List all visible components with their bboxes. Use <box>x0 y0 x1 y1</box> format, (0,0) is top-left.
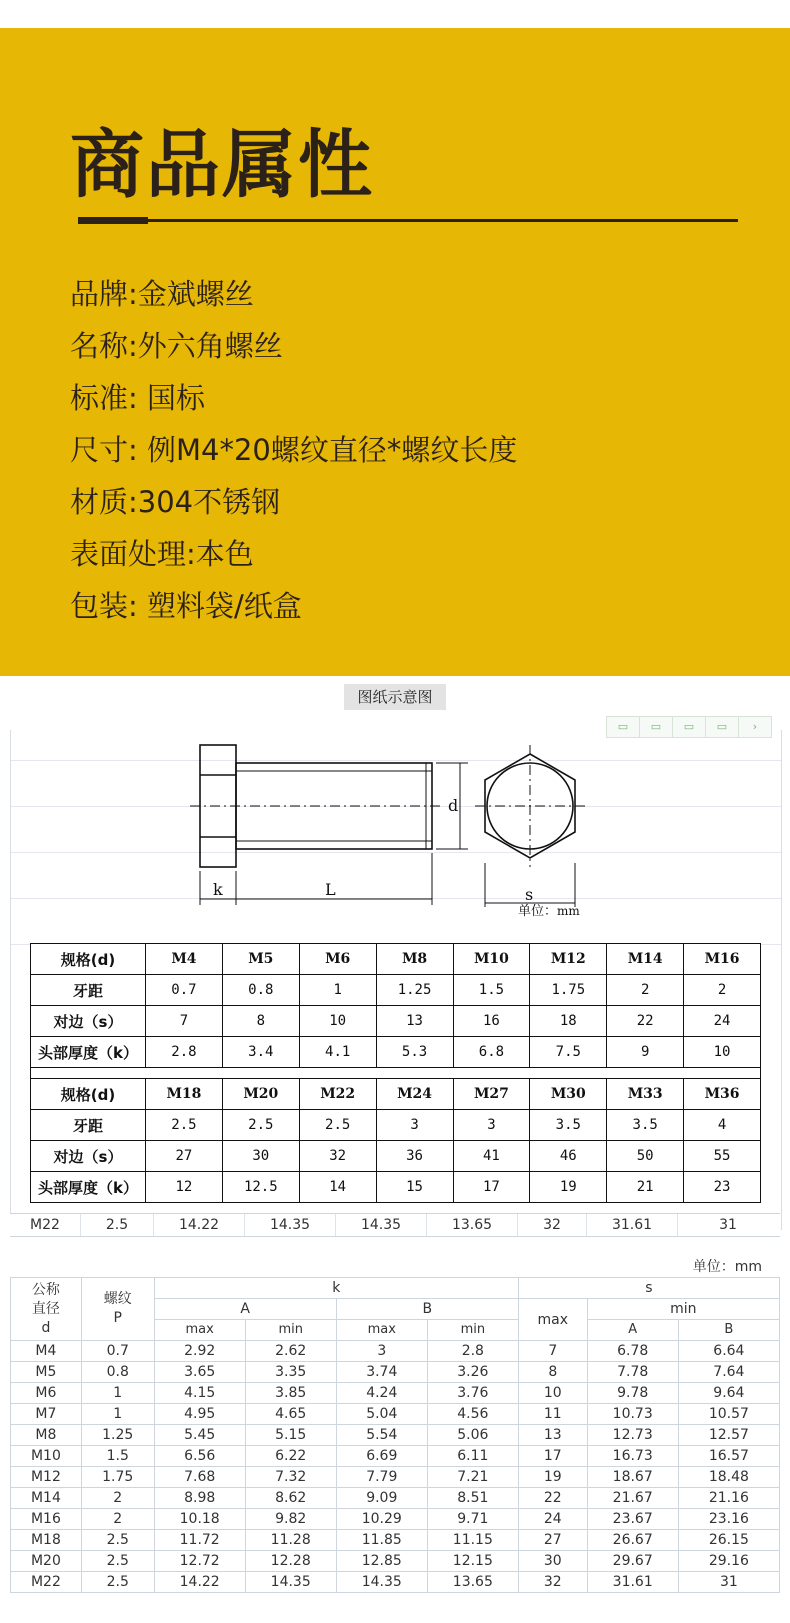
cell: M22 <box>10 1214 81 1236</box>
dim-table-body <box>11 1341 780 1593</box>
table-cell: 14.35 <box>336 1572 427 1593</box>
size-cell: M22 <box>299 1079 376 1110</box>
head-height-cell: 12.5 <box>222 1172 299 1203</box>
across-flats-cell: 32 <box>299 1141 376 1172</box>
table-cell: 2.5 <box>81 1530 154 1551</box>
table-cell: 11 <box>518 1404 587 1425</box>
toolbar-cell-icon: ▭ <box>673 717 706 737</box>
table-cell: 8.51 <box>427 1488 518 1509</box>
header-nominal-diameter: 公称 直径 d <box>11 1278 82 1341</box>
cell: 14.22 <box>154 1214 245 1236</box>
table-cell: 21.16 <box>678 1488 779 1509</box>
head-height-cell: 3.4 <box>222 1037 299 1068</box>
dim-table <box>10 1277 780 1593</box>
table-row <box>11 1362 780 1383</box>
attributes-title: 商品属性 <box>70 122 374 208</box>
pitch-cell: 4 <box>684 1110 761 1141</box>
title-underline-accent <box>78 217 148 224</box>
unit-prefix: 单位： <box>518 904 558 919</box>
table-cell: 6.56 <box>154 1446 245 1467</box>
size-cell: M36 <box>684 1079 761 1110</box>
head-height-cell: 10 <box>684 1037 761 1068</box>
across-flats-cell: 55 <box>684 1141 761 1172</box>
table-cell: 11.85 <box>336 1530 427 1551</box>
dim-label-d: d <box>448 796 459 815</box>
spec-row-size <box>31 1079 761 1110</box>
table-cell: 9.09 <box>336 1488 427 1509</box>
table-cell: 16.57 <box>678 1446 779 1467</box>
table-cell: 9.78 <box>587 1383 678 1404</box>
table-cell: 4.56 <box>427 1404 518 1425</box>
table-cell: 6.22 <box>245 1446 336 1467</box>
pitch-cell: 3 <box>453 1110 530 1141</box>
table-row <box>11 1404 780 1425</box>
size-cell: M5 <box>222 944 299 975</box>
table-row <box>11 1341 780 1362</box>
pitch-cell: 2 <box>607 975 684 1006</box>
size-cell: M10 <box>453 944 530 975</box>
table-cell: 2.5 <box>81 1551 154 1572</box>
table-cell: 18.67 <box>587 1467 678 1488</box>
table-cell: 4.24 <box>336 1383 427 1404</box>
spec-row-size <box>31 944 761 975</box>
header-s-min-a: A <box>587 1320 678 1341</box>
table-cell: 1.5 <box>81 1446 154 1467</box>
table-row <box>11 1488 780 1509</box>
size-cell: M30 <box>530 1079 607 1110</box>
cell: 31 <box>719 1217 737 1233</box>
table-cell: M20 <box>11 1551 82 1572</box>
cropped-table-row <box>10 1213 780 1237</box>
table-cell: 3.65 <box>154 1362 245 1383</box>
size-cell: M16 <box>684 944 761 975</box>
attribute-size: 尺寸: 例M4*20螺纹直径*螺纹长度 <box>70 433 518 467</box>
table-cell: 3 <box>336 1341 427 1362</box>
table-cell: 23.67 <box>587 1509 678 1530</box>
across-flats-cell: 46 <box>530 1141 607 1172</box>
pitch-cell: 2.5 <box>299 1110 376 1141</box>
spec-table-block-1 <box>30 943 761 1068</box>
attribute-name: 名称:外六角螺丝 <box>70 329 283 363</box>
table-cell: 2.62 <box>245 1341 336 1362</box>
size-cell: M8 <box>376 944 453 975</box>
table-cell: 8.62 <box>245 1488 336 1509</box>
across-flats-cell: 50 <box>607 1141 684 1172</box>
table-cell: M4 <box>11 1341 82 1362</box>
across-flats-cell: 8 <box>222 1006 299 1037</box>
header-k: k <box>154 1278 518 1299</box>
spec-row-pitch <box>31 1110 761 1141</box>
table-cell: M6 <box>11 1383 82 1404</box>
head-height-cell: 4.1 <box>299 1037 376 1068</box>
table-cell: M22 <box>11 1572 82 1593</box>
table-cell: 3.76 <box>427 1383 518 1404</box>
table-cell: 8 <box>518 1362 587 1383</box>
dim-table-unit: 单位：mm <box>692 1259 762 1275</box>
header-pitch: 螺纹 P <box>81 1278 154 1341</box>
table-cell: 7.78 <box>587 1362 678 1383</box>
table-cell: 11.15 <box>427 1530 518 1551</box>
spec-row-across-flats <box>31 1141 761 1172</box>
table-cell: 5.54 <box>336 1425 427 1446</box>
pitch-cell: 1.5 <box>453 975 530 1006</box>
spec-table-block-2 <box>30 1078 761 1203</box>
across-flats-cell: 16 <box>453 1006 530 1037</box>
unit-value: mm <box>557 904 580 918</box>
table-cell: 12.73 <box>587 1425 678 1446</box>
table-cell: 2 <box>81 1509 154 1530</box>
table-cell: 5.06 <box>427 1425 518 1446</box>
toolbar-cell-icon: ▭ <box>640 717 673 737</box>
table-cell: 26.15 <box>678 1530 779 1551</box>
row-header-size: 规格(d) <box>31 944 146 975</box>
cell: 2.5 <box>81 1214 154 1236</box>
table-cell: 6.69 <box>336 1446 427 1467</box>
table-cell: 14.35 <box>245 1572 336 1593</box>
size-cell: M33 <box>607 1079 684 1110</box>
head-height-cell: 23 <box>684 1172 761 1203</box>
toolbar-cell-icon: ▭ <box>607 717 640 737</box>
across-flats-cell: 22 <box>607 1006 684 1037</box>
pitch-cell: 1.25 <box>376 975 453 1006</box>
table-cell: 26.67 <box>587 1530 678 1551</box>
header-k-a-max: max <box>154 1320 245 1341</box>
header-s-max: max <box>518 1299 587 1341</box>
across-flats-cell: 18 <box>530 1006 607 1037</box>
table-cell: 6.64 <box>678 1341 779 1362</box>
head-height-cell: 7.5 <box>530 1037 607 1068</box>
across-flats-cell: 30 <box>222 1141 299 1172</box>
table-cell: 22 <box>518 1488 587 1509</box>
table-cell: 29.16 <box>678 1551 779 1572</box>
table-cell: 7.79 <box>336 1467 427 1488</box>
row-header-pitch: 牙距 <box>31 975 146 1006</box>
head-height-cell: 21 <box>607 1172 684 1203</box>
table-cell: 23.16 <box>678 1509 779 1530</box>
pitch-cell: 1.75 <box>530 975 607 1006</box>
table-cell: 12.15 <box>427 1551 518 1572</box>
table-cell: M5 <box>11 1362 82 1383</box>
table-cell: 13 <box>518 1425 587 1446</box>
table-cell: 6.78 <box>587 1341 678 1362</box>
attribute-finish: 表面处理:本色 <box>70 537 254 571</box>
table-cell: 0.7 <box>81 1341 154 1362</box>
across-flats-cell: 27 <box>146 1141 223 1172</box>
table-cell: 4.15 <box>154 1383 245 1404</box>
table-cell: 5.15 <box>245 1425 336 1446</box>
table-row <box>11 1530 780 1551</box>
dim-table-container <box>10 1277 780 1593</box>
table-cell: 7.32 <box>245 1467 336 1488</box>
attribute-material: 材质:304不锈钢 <box>70 485 281 519</box>
size-cell: M20 <box>222 1079 299 1110</box>
table-row <box>11 1446 780 1467</box>
table-cell: 3.74 <box>336 1362 427 1383</box>
table-cell: 5.45 <box>154 1425 245 1446</box>
table-cell: 3.85 <box>245 1383 336 1404</box>
table-cell: 10.18 <box>154 1509 245 1530</box>
header-k-a-min: min <box>245 1320 336 1341</box>
size-cell: M27 <box>453 1079 530 1110</box>
product-attributes-panel <box>0 28 790 676</box>
attribute-list <box>70 268 517 632</box>
spec-row-head-height <box>31 1172 761 1203</box>
across-flats-cell: 36 <box>376 1141 453 1172</box>
cell: 14.35 <box>336 1214 427 1236</box>
table-cell: 24 <box>518 1509 587 1530</box>
table-cell: 18.48 <box>678 1467 779 1488</box>
toolbar-cell-icon: › <box>752 720 758 733</box>
attribute-standard: 标准: 国标 <box>70 381 205 415</box>
header-k-b: B <box>336 1299 518 1320</box>
cell: 13.65 <box>427 1214 518 1236</box>
table-cell: M18 <box>11 1530 82 1551</box>
table-cell: 21.67 <box>587 1488 678 1509</box>
toolbar-cell-icon: ▭ <box>706 717 739 737</box>
hex-bolt-drawing <box>185 735 625 915</box>
table-cell: 27 <box>518 1530 587 1551</box>
table-cell: 4.95 <box>154 1404 245 1425</box>
head-height-cell: 5.3 <box>376 1037 453 1068</box>
table-cell: 31 <box>678 1572 779 1593</box>
table-cell: 29.67 <box>587 1551 678 1572</box>
table-cell: 10.73 <box>587 1404 678 1425</box>
spec-row-pitch <box>31 975 761 1006</box>
row-header-head-height: 头部厚度（k） <box>31 1172 146 1203</box>
table-cell: M10 <box>11 1446 82 1467</box>
attribute-packaging: 包装: 塑料袋/纸盒 <box>70 589 302 623</box>
table-cell: 9.64 <box>678 1383 779 1404</box>
title-underline <box>78 219 738 222</box>
pitch-cell: 1 <box>299 975 376 1006</box>
table-cell: 2 <box>81 1488 154 1509</box>
table-cell: 16.73 <box>587 1446 678 1467</box>
table-cell: M7 <box>11 1404 82 1425</box>
drawing-unit-note <box>518 900 580 919</box>
table-cell: 3.35 <box>245 1362 336 1383</box>
head-height-cell: 19 <box>530 1172 607 1203</box>
across-flats-cell: 41 <box>453 1141 530 1172</box>
size-cell: M18 <box>146 1079 223 1110</box>
header-s-min: min <box>587 1299 779 1320</box>
pitch-cell: 3.5 <box>607 1110 684 1141</box>
table-cell: 0.8 <box>81 1362 154 1383</box>
size-cell: M14 <box>607 944 684 975</box>
pitch-cell: 3.5 <box>530 1110 607 1141</box>
drawing-mini-toolbar <box>606 716 772 738</box>
dim-label-L: L <box>325 880 336 899</box>
head-height-cell: 15 <box>376 1172 453 1203</box>
table-cell: 6.11 <box>427 1446 518 1467</box>
table-cell: 7 <box>518 1341 587 1362</box>
table-cell: 5.04 <box>336 1404 427 1425</box>
head-height-cell: 6.8 <box>453 1037 530 1068</box>
table-row <box>11 1572 780 1593</box>
table-cell: 9.82 <box>245 1509 336 1530</box>
table-cell: 30 <box>518 1551 587 1572</box>
table-row <box>11 1509 780 1530</box>
cell: 14.35 <box>245 1214 336 1236</box>
table-cell: 13.65 <box>427 1572 518 1593</box>
across-flats-cell: 13 <box>376 1006 453 1037</box>
table-cell: 9.71 <box>427 1509 518 1530</box>
head-height-cell: 14 <box>299 1172 376 1203</box>
table-cell: 2.92 <box>154 1341 245 1362</box>
table-cell: 10.57 <box>678 1404 779 1425</box>
table-cell: 1 <box>81 1383 154 1404</box>
table-cell: 3.26 <box>427 1362 518 1383</box>
table-cell: 12.57 <box>678 1425 779 1446</box>
table-cell: 10 <box>518 1383 587 1404</box>
head-height-cell: 9 <box>607 1037 684 1068</box>
table-cell: 1.75 <box>81 1467 154 1488</box>
table-cell: 8.98 <box>154 1488 245 1509</box>
row-header-head-height: 头部厚度（k） <box>31 1037 146 1068</box>
pitch-cell: 3 <box>376 1110 453 1141</box>
size-cell: M12 <box>530 944 607 975</box>
table-cell: 10.29 <box>336 1509 427 1530</box>
spec-row-across-flats <box>31 1006 761 1037</box>
table-cell: 11.28 <box>245 1530 336 1551</box>
row-header-pitch: 牙距 <box>31 1110 146 1141</box>
table-cell: 2.5 <box>81 1572 154 1593</box>
header-k-b-max: max <box>336 1320 427 1341</box>
header-s-min-b: B <box>678 1320 779 1341</box>
head-height-cell: 2.8 <box>146 1037 223 1068</box>
table-row <box>11 1425 780 1446</box>
table-cell: 2.8 <box>427 1341 518 1362</box>
table-cell: 1.25 <box>81 1425 154 1446</box>
dim-label-k: k <box>213 880 223 899</box>
pitch-cell: 0.8 <box>222 975 299 1006</box>
drawing-caption: 图纸示意图 <box>344 684 446 710</box>
head-height-cell: 12 <box>146 1172 223 1203</box>
spec-row-head-height <box>31 1037 761 1068</box>
table-cell: 32 <box>518 1572 587 1593</box>
size-cell: M4 <box>146 944 223 975</box>
table-cell: 1 <box>81 1404 154 1425</box>
header-k-b-min: min <box>427 1320 518 1341</box>
header-s: s <box>518 1278 779 1299</box>
spec-table-container <box>30 943 761 1203</box>
pitch-cell: 0.7 <box>146 975 223 1006</box>
cell: 32 <box>518 1214 587 1236</box>
across-flats-cell: 7 <box>146 1006 223 1037</box>
pitch-cell: 2.5 <box>222 1110 299 1141</box>
cell: 31.61 <box>587 1214 678 1236</box>
table-cell: 12.72 <box>154 1551 245 1572</box>
dim-label-s: s <box>525 885 534 904</box>
size-cell: M24 <box>376 1079 453 1110</box>
table-cell: 7.64 <box>678 1362 779 1383</box>
table-cell: 7.68 <box>154 1467 245 1488</box>
row-header-size: 规格(d) <box>31 1079 146 1110</box>
table-cell: 11.72 <box>154 1530 245 1551</box>
table-cell: 31.61 <box>587 1572 678 1593</box>
table-row <box>11 1383 780 1404</box>
pitch-cell: 2 <box>684 975 761 1006</box>
row-header-across-flats: 对边（s） <box>31 1006 146 1037</box>
table-cell: M14 <box>11 1488 82 1509</box>
size-cell: M6 <box>299 944 376 975</box>
table-cell: M12 <box>11 1467 82 1488</box>
table-cell: 19 <box>518 1467 587 1488</box>
table-cell: 4.65 <box>245 1404 336 1425</box>
table-cell: 12.85 <box>336 1551 427 1572</box>
table-cell: 12.28 <box>245 1551 336 1572</box>
table-cell: 17 <box>518 1446 587 1467</box>
table-row <box>11 1551 780 1572</box>
head-height-cell: 17 <box>453 1172 530 1203</box>
pitch-cell: 2.5 <box>146 1110 223 1141</box>
table-cell: M8 <box>11 1425 82 1446</box>
across-flats-cell: 24 <box>684 1006 761 1037</box>
table-cell: 14.22 <box>154 1572 245 1593</box>
table-cell: 7.21 <box>427 1467 518 1488</box>
row-header-across-flats: 对边（s） <box>31 1141 146 1172</box>
spec-table-gap <box>30 1068 761 1078</box>
across-flats-cell: 10 <box>299 1006 376 1037</box>
attribute-brand: 品牌:金斌螺丝 <box>70 277 254 311</box>
table-row <box>11 1467 780 1488</box>
header-k-a: A <box>154 1299 336 1320</box>
table-cell: M16 <box>11 1509 82 1530</box>
